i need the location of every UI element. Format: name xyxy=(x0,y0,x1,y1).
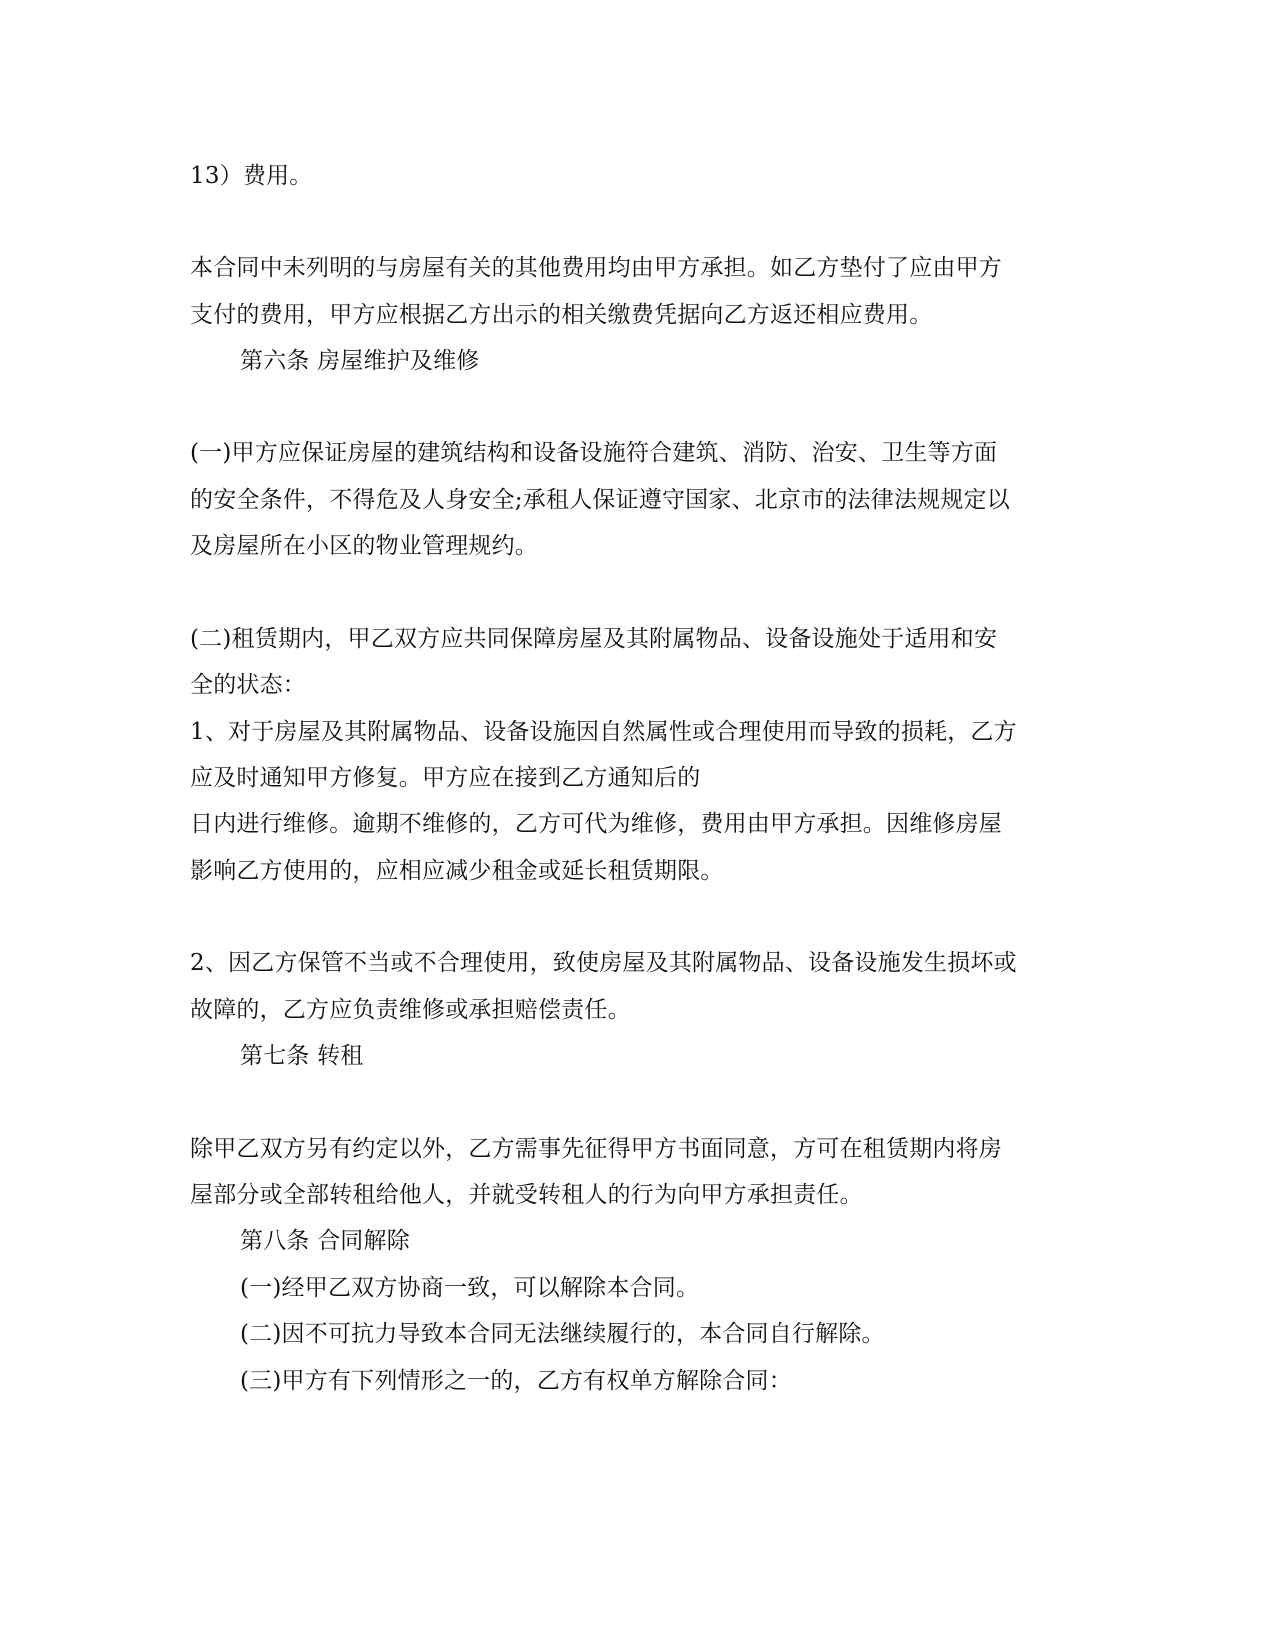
text-line-7: (二)租赁期内，甲乙双方应共同保障房屋及其附属物品、设备设施处于适用和安 xyxy=(190,626,998,652)
text-line-19: (三)甲方有下列情形之一的，乙方有权单方解除合同： xyxy=(240,1368,792,1394)
text-line-2: 本合同中未列明的与房屋有关的其他费用均由甲方承担。如乙方垫付了应由甲方 xyxy=(190,255,1002,281)
section-heading-7: 第七条 转租 xyxy=(240,1043,364,1069)
text-line-3: 支付的费用，甲方应根据乙方出示的相关缴费凭据向乙方返还相应费用。 xyxy=(190,302,933,328)
text-line-11: 日内进行维修。逾期不维修的，乙方可代为维修，费用由甲方承担。因维修房屋 xyxy=(190,811,1002,837)
text-line-12: 影响乙方使用的，应相应减少租金或延长租赁期限。 xyxy=(190,858,724,884)
section-heading-6: 第六条 房屋维护及维修 xyxy=(240,348,480,374)
text-line-13: 2、因乙方保管不当或不合理使用，致使房屋及其附属物品、设备设施发生损坏或 xyxy=(190,950,1017,976)
text-line-17: (一)经甲乙双方协商一致，可以解除本合同。 xyxy=(240,1275,700,1301)
text-line-1: 13）费用。 xyxy=(190,163,313,189)
section-heading-8: 第八条 合同解除 xyxy=(240,1228,410,1254)
text-line-8: 全的状态： xyxy=(190,672,306,698)
text-line-14: 故障的，乙方应负责维修或承担赔偿责任。 xyxy=(190,997,631,1023)
text-line-6: 及房屋所在小区的物业管理规约。 xyxy=(190,533,538,559)
text-line-10: 应及时通知甲方修复。甲方应在接到乙方通知后的 xyxy=(190,765,701,791)
text-line-9: 1、对于房屋及其附属物品、设备设施因自然属性或合理使用而导致的损耗，乙方 xyxy=(190,719,1017,745)
text-line-4: (一)甲方应保证房屋的建筑结构和设备设施符合建筑、消防、治安、卫生等方面 xyxy=(190,440,998,466)
text-line-16: 屋部分或全部转租给他人，并就受转租人的行为向甲方承担责任。 xyxy=(190,1182,863,1208)
text-line-18: (二)因不可抗力导致本合同无法继续履行的，本合同自行解除。 xyxy=(240,1321,885,1347)
text-line-5: 的安全条件，不得危及人身安全;承租人保证遵守国家、北京市的法律法规规定以 xyxy=(190,487,1010,513)
text-line-15: 除甲乙双方另有约定以外，乙方需事先征得甲方书面同意，方可在租赁期内将房 xyxy=(190,1136,1002,1162)
